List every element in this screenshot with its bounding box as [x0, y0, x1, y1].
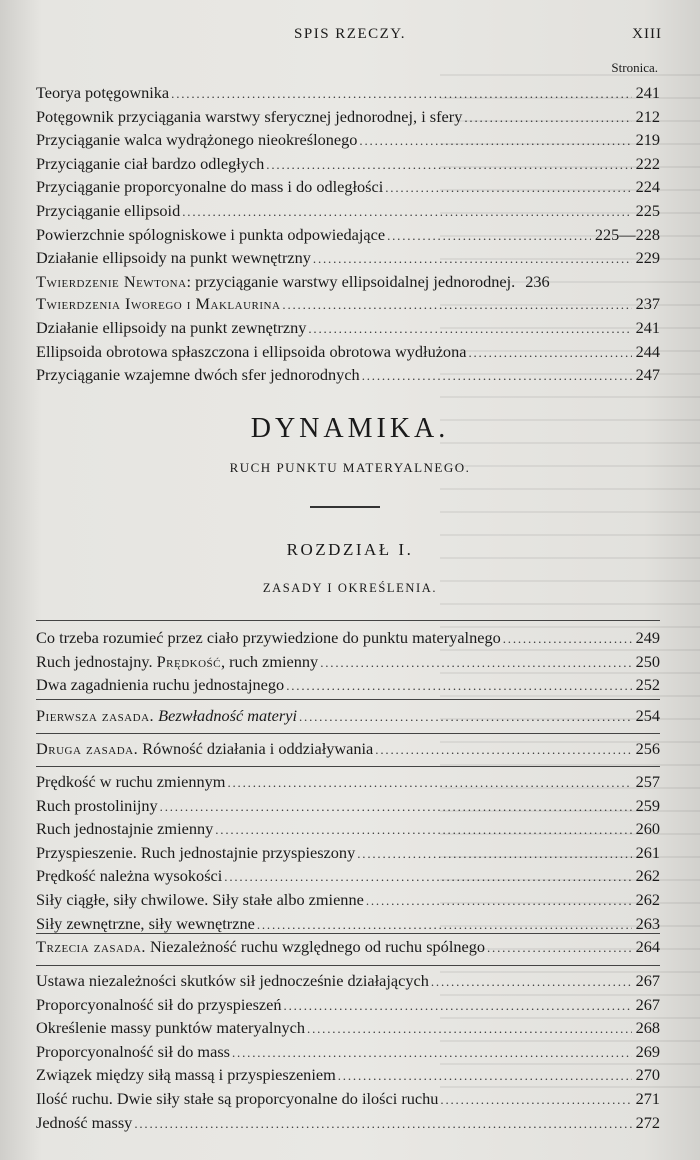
- section-rule: [36, 965, 660, 966]
- toc-group-5: [36, 936, 660, 960]
- entry-text: [36, 651, 318, 674]
- toc-row: [36, 651, 660, 675]
- entry-text: Przyciąganie wzajemne dwóch sfer jednorodnych: [36, 365, 360, 385]
- entry-text: Proporcyonalność sił do mass: [36, 1041, 230, 1061]
- entry-page: 236: [525, 271, 550, 291]
- leader-dots: [362, 365, 632, 388]
- toc-row: [36, 224, 660, 248]
- leader-dots: [366, 890, 632, 913]
- entry-lead: Twierdzenie Newtona: [36, 271, 187, 291]
- entry-page: 241: [635, 83, 660, 102]
- toc-row: [36, 627, 660, 651]
- divider: [310, 506, 380, 508]
- entry-page: 241: [635, 317, 660, 337]
- entry-page: 229: [635, 248, 660, 268]
- leader-dots: [320, 652, 631, 675]
- toc-section-1: [36, 82, 660, 388]
- entry-text: Działanie ellipsoidy na punkt zewnętrzny: [36, 317, 307, 337]
- entry-text: Ellipsoida obrotowa spłaszczona i ellipsoida obrotowa wydłużona: [36, 341, 467, 361]
- toc-row: [36, 82, 660, 106]
- leader-dots: [464, 107, 631, 130]
- section-rule: [36, 766, 660, 767]
- entry-lead: Prędkość: [156, 651, 221, 671]
- leader-dots: [307, 1018, 632, 1041]
- entry-text: [36, 936, 485, 959]
- entry-page: 225: [635, 200, 660, 220]
- leader-dots: [227, 772, 631, 795]
- leader-dots: [387, 225, 591, 248]
- entry-lead: Pierwsza zasada.: [36, 706, 155, 725]
- part-subtitle: RUCH PUNKTU MATERYALNEGO.: [229, 460, 471, 475]
- entry-page: 270: [635, 1065, 660, 1085]
- toc-group-1: [36, 627, 660, 698]
- toc-row: [36, 842, 660, 866]
- leader-dots: [134, 1113, 631, 1136]
- entry-page: 247: [635, 365, 660, 385]
- toc-row: [36, 936, 660, 960]
- leader-dots: [468, 342, 631, 365]
- toc-row: [36, 674, 660, 698]
- entry-lead: Druga zasada.: [36, 739, 139, 758]
- toc-row: [36, 1088, 660, 1112]
- leader-dots: [284, 995, 632, 1018]
- toc-row: [36, 364, 660, 388]
- leader-dots: [440, 1089, 631, 1112]
- toc-row: [36, 1112, 660, 1136]
- entry-page: 268: [635, 1018, 660, 1038]
- entry-page: 259: [635, 795, 660, 815]
- toc-row: [36, 818, 660, 842]
- entry-lead: Twierdzenia Iworego i Maklaurina: [36, 294, 281, 314]
- section-rule: [36, 733, 660, 734]
- entry-page: 262: [635, 866, 660, 886]
- entry-page: 237: [635, 294, 660, 314]
- toc-row: [36, 705, 660, 729]
- leader-dots: [266, 154, 631, 177]
- entry-text: Potęgownik przyciągania warstwy sferycznej jednorodnej, i sfery: [36, 106, 463, 126]
- entry-page: 271: [635, 1088, 660, 1108]
- entry-rest: Równość działania i oddziaływania: [138, 739, 374, 758]
- leader-dots: [182, 201, 631, 224]
- entry-page: 225—228: [594, 224, 660, 244]
- leader-dots: [215, 819, 631, 842]
- entry-page: 257: [635, 772, 660, 791]
- toc-row: [36, 889, 660, 913]
- entry-page: 244: [635, 341, 660, 361]
- entry-page: 250: [635, 651, 660, 671]
- entry-text: [36, 738, 373, 761]
- entry-text: Określenie massy punktów materyalnych: [36, 1018, 306, 1038]
- toc-row: [36, 865, 660, 889]
- toc-group-2: [36, 705, 660, 729]
- entry-text: Działanie ellipsoidy na punkt wewnętrzny: [36, 248, 311, 268]
- entry-text: Co trzeba rozumieć przez ciało przywiedzione do punktu materyalnego: [36, 628, 501, 647]
- entry-rest: Niezależność ruchu względnego od ruchu spólnego: [145, 937, 485, 956]
- entry-page: 252: [635, 675, 660, 695]
- part-title: DYNAMIKA.: [250, 413, 450, 444]
- toc-row: [36, 341, 660, 365]
- leader-dots: [503, 628, 632, 651]
- leader-dots: [232, 1042, 632, 1065]
- leader-dots: [487, 937, 632, 960]
- entry-page: 219: [635, 130, 660, 150]
- entry-text: Prędkość należna wysokości: [36, 866, 223, 886]
- leader-dots: [431, 971, 632, 994]
- entry-rest: Ruch jednostajny.: [36, 651, 157, 671]
- section-rule: [36, 933, 660, 934]
- entry-rest: : przyciąganie warstwy ellipsoidalnej jednorodnej.: [186, 271, 516, 291]
- entry-page: 222: [635, 153, 660, 173]
- entry-tail: , ruch zmienny: [221, 651, 319, 671]
- toc-row: [36, 738, 660, 762]
- toc-row: [36, 271, 660, 294]
- toc-row: [36, 317, 660, 341]
- toc-group-3: [36, 738, 660, 762]
- leader-dots: [375, 739, 631, 762]
- chapter-subtitle: ZASADY I OKREŚLENIA.: [262, 581, 438, 595]
- toc-row: [36, 293, 660, 317]
- toc-group-6: [36, 970, 660, 1135]
- leader-dots: [313, 248, 632, 271]
- entry-text: Proporcyonalność sił do przyspieszeń: [36, 994, 282, 1014]
- entry-text: [36, 271, 515, 294]
- entry-page: 249: [635, 628, 660, 647]
- toc-group-4: [36, 771, 660, 936]
- page-number: XIII: [632, 26, 662, 42]
- entry-page: 261: [635, 842, 660, 862]
- leader-dots: [171, 83, 631, 106]
- chapter-title: ROZDZIAŁ I.: [286, 540, 414, 559]
- toc-row: [36, 129, 660, 153]
- entry-italic: Bezwładność materyi: [154, 706, 297, 725]
- entry-text: Prędkość w ruchu zmiennym: [36, 772, 226, 791]
- entry-page: 267: [635, 994, 660, 1014]
- entry-text: Ruch jednostajnie zmienny: [36, 819, 214, 839]
- toc-row: [36, 1041, 660, 1065]
- entry-text: Przyciąganie ellipsoid: [36, 200, 181, 220]
- leader-dots: [357, 843, 631, 866]
- leader-dots: [282, 294, 631, 317]
- entry-text: Teorya potęgownika: [36, 83, 170, 102]
- entry-page: 264: [635, 937, 660, 956]
- leader-dots: [299, 706, 632, 729]
- entry-page: 254: [635, 706, 660, 725]
- leader-dots: [224, 866, 631, 889]
- column-label: Stronica.: [611, 60, 658, 75]
- entry-page: 269: [635, 1041, 660, 1061]
- toc-row: [36, 1064, 660, 1088]
- section-rule: [36, 699, 660, 700]
- leader-dots: [338, 1065, 632, 1088]
- leader-dots: [385, 177, 631, 200]
- section-rule: [36, 620, 660, 621]
- page-header: [0, 22, 700, 46]
- entry-text: Przyciąganie walca wydrążonego nieokreślonego: [36, 130, 358, 150]
- entry-text: Przyciąganie proporcyonalne do mass i do odległości: [36, 177, 384, 197]
- entry-text: Przyspieszenie. Ruch jednostajnie przyspieszony: [36, 842, 356, 862]
- toc-row: [36, 200, 660, 224]
- entry-text: Siły zewnętrzne, siły wewnętrzne: [36, 913, 255, 933]
- leader-dots: [308, 318, 631, 341]
- entry-text: Ruch prostolinijny: [36, 795, 158, 815]
- toc-row: [36, 970, 660, 994]
- entry-text: Siły ciągłe, siły chwilowe. Siły stałe albo zmienne: [36, 889, 364, 909]
- toc-row: [36, 1017, 660, 1041]
- toc-row: [36, 106, 660, 130]
- leader-dots: [286, 675, 631, 698]
- entry-text: Przyciąganie ciał bardzo odległych: [36, 153, 265, 173]
- entry-text: Powierzchnie spólogniskowe i punkta odpowiedające: [36, 224, 386, 244]
- toc-row: [36, 795, 660, 819]
- entry-page: 262: [635, 889, 660, 909]
- toc-row: [36, 153, 660, 177]
- leader-dots: [160, 796, 632, 819]
- entry-page: 272: [635, 1112, 660, 1132]
- toc-row: [36, 247, 660, 271]
- toc-row: [36, 176, 660, 200]
- entry-page: 263: [635, 913, 660, 933]
- entry-page: 224: [635, 177, 660, 197]
- running-title: SPIS RZECZY.: [294, 26, 406, 42]
- entry-page: 212: [635, 106, 660, 126]
- entry-text: Dwa zagadnienia ruchu jednostajnego: [36, 675, 285, 695]
- entry-text: Ilość ruchu. Dwie siły stałe są proporcyonalne do ilości ruchu: [36, 1088, 439, 1108]
- entry-text: Jedność massy: [36, 1112, 133, 1132]
- entry-text: Związek między siłą massą i przyspieszeniem: [36, 1065, 336, 1085]
- entry-text: [36, 705, 297, 728]
- toc-row: [36, 994, 660, 1018]
- leader-dots: [359, 130, 631, 153]
- entry-page: 256: [635, 739, 660, 758]
- entry-page: 267: [635, 971, 660, 990]
- entry-text: Ustawa niezależności skutków sił jednocześnie działających: [36, 971, 429, 990]
- entry-page: 260: [635, 819, 660, 839]
- toc-row: [36, 771, 660, 795]
- entry-lead: Trzecia zasada.: [36, 937, 146, 956]
